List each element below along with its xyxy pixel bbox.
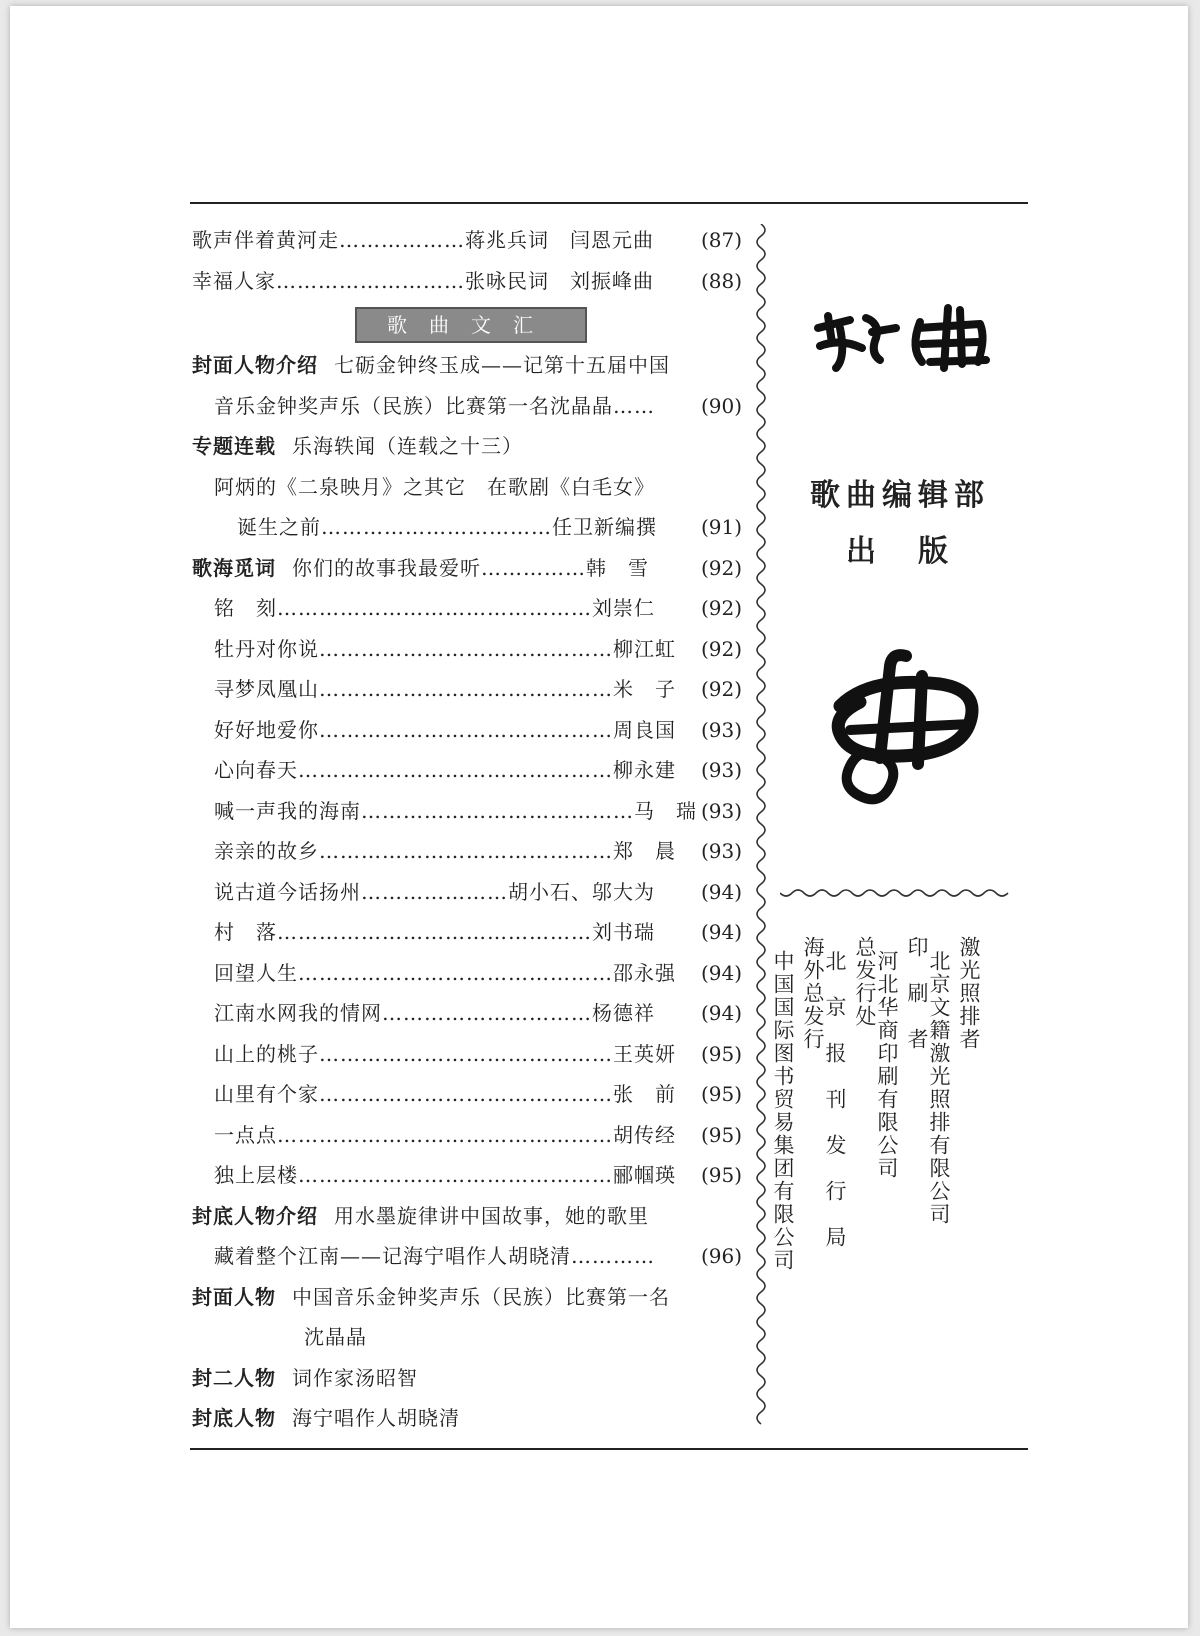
toc-row bbox=[192, 1155, 750, 1196]
toc-row bbox=[192, 1236, 750, 1277]
table-of-contents bbox=[192, 220, 750, 1439]
toc-row bbox=[192, 993, 750, 1034]
toc-row bbox=[192, 629, 750, 670]
toc-entry-text: 用水墨旋律讲中国故事，她的歌里 bbox=[334, 1203, 649, 1228]
toc-column-label: 封面人物介绍 bbox=[192, 353, 318, 377]
toc-row bbox=[192, 1277, 750, 1318]
toc-row bbox=[192, 548, 750, 589]
toc-page-number: (94) bbox=[700, 1001, 742, 1025]
toc-rows bbox=[192, 345, 750, 1439]
toc-entry-text: 山里有个家……………………………………张 前 bbox=[214, 1082, 676, 1106]
toc-column-label: 封底人物 bbox=[192, 1406, 276, 1430]
toc-row bbox=[192, 831, 750, 872]
toc-entry-text: 海宁唱作人胡晓清 bbox=[292, 1406, 460, 1430]
toc-entry-text: 牡丹对你说……………………………………柳江虹 bbox=[214, 636, 676, 661]
toc-entry-text: 一点点…………………………………………胡传经 bbox=[214, 1122, 676, 1147]
toc-column-label: 封底人物介绍 bbox=[192, 1203, 318, 1228]
wavy-divider-horizontal bbox=[780, 886, 1012, 900]
credit-overseas-distributor: 海外总发行 中国国际图书贸易集团有限公司 bbox=[771, 936, 825, 1272]
toc-column-label: 封二人物 bbox=[192, 1365, 276, 1390]
credit-distributor: 总发行处 北 京 报 刊 发 行 局 bbox=[823, 936, 877, 1249]
toc-entry-text: 幸福人家………………………张咏民词 刘振峰曲 bbox=[192, 268, 654, 293]
toc-page-number: (96) bbox=[700, 1244, 742, 1268]
credit-typesetter: 激光照排者 北京文籍激光照排有限公司 bbox=[927, 936, 981, 1226]
toc-page-number: (88) bbox=[700, 268, 742, 293]
toc-entry-text: 说古道今话扬州…………………胡小石、邬大为 bbox=[214, 879, 655, 904]
toc-row bbox=[192, 1034, 750, 1075]
toc-entry-text: 诞生之前……………………………任卫新编撰 bbox=[237, 515, 657, 539]
toc-page-number: (93) bbox=[700, 758, 742, 782]
music-emblem-icon bbox=[820, 646, 990, 816]
publisher-block bbox=[790, 468, 1010, 580]
toc-row bbox=[192, 1115, 750, 1156]
toc-entry-text: 你们的故事我最爱听……………韩 雪 bbox=[292, 555, 649, 580]
toc-entry-text: 心向春天………………………………………柳永建 bbox=[214, 758, 676, 782]
toc-row bbox=[192, 426, 750, 467]
toc-entry-text: 铭 刻………………………………………刘崇仁 bbox=[214, 596, 655, 620]
credit-printer: 印 刷 者 河北华商印刷有限公司 bbox=[875, 936, 929, 1180]
toc-entry-text: 回望人生………………………………………邵永强 bbox=[214, 960, 676, 985]
toc-row bbox=[192, 669, 750, 710]
toc-row bbox=[192, 1398, 750, 1439]
toc-page-number: (92) bbox=[700, 555, 742, 580]
section-title: 歌曲文汇 bbox=[355, 307, 587, 343]
toc-page-number: (92) bbox=[700, 677, 742, 701]
toc-page-number: (92) bbox=[700, 636, 742, 661]
toc-row bbox=[192, 1196, 750, 1237]
toc-page-number: (87) bbox=[700, 228, 742, 252]
toc-entry-text: 江南水网我的情网…………………………杨德祥 bbox=[214, 1001, 655, 1025]
toc-page-number: (93) bbox=[700, 798, 742, 823]
toc-row bbox=[192, 912, 750, 953]
publisher-publish: 出 版 bbox=[846, 534, 954, 569]
toc-entry-text: 七砺金钟终玉成——记第十五届中国 bbox=[334, 353, 670, 377]
toc-column-label: 封面人物 bbox=[192, 1284, 276, 1309]
top-rule bbox=[190, 202, 1028, 204]
toc-page-number: (95) bbox=[700, 1122, 742, 1147]
toc-entry-text: 独上层楼………………………………………郦帼瑛 bbox=[214, 1163, 676, 1187]
section-heading bbox=[192, 301, 750, 345]
toc-row bbox=[192, 710, 750, 751]
toc-page-number: (90) bbox=[700, 393, 742, 418]
toc-row bbox=[192, 507, 750, 548]
toc-entry-text: 喊一声我的海南…………………………………马 瑞 bbox=[214, 798, 697, 823]
toc-entry-text: 乐海轶闻（连载之十三） bbox=[292, 434, 523, 458]
toc-row bbox=[192, 220, 750, 261]
toc-page-number: (91) bbox=[700, 515, 742, 539]
toc-page-number: (94) bbox=[700, 960, 742, 985]
toc-entry-text: 阿炳的《二泉映月》之其它 在歌剧《白毛女》 bbox=[214, 474, 655, 499]
toc-row bbox=[192, 1358, 750, 1399]
toc-page-number: (94) bbox=[700, 920, 742, 944]
toc-entry-text: 藏着整个江南——记海宁唱作人胡晓清………… bbox=[214, 1244, 655, 1268]
toc-row bbox=[192, 261, 750, 302]
toc-entry-text: 好好地爱你……………………………………周良国 bbox=[214, 717, 676, 742]
toc-entry-text: 中国音乐金钟奖声乐（民族）比赛第一名 bbox=[292, 1284, 670, 1309]
toc-entry-text: 寻梦凤凰山……………………………………米 子 bbox=[214, 677, 676, 701]
toc-entry-text: 村 落………………………………………刘书瑞 bbox=[214, 920, 655, 944]
toc-page-number: (95) bbox=[700, 1041, 742, 1066]
toc-entry-text: 词作家汤昭智 bbox=[292, 1365, 418, 1390]
toc-row bbox=[192, 953, 750, 994]
toc-page-number: (95) bbox=[700, 1163, 742, 1187]
toc-row bbox=[192, 791, 750, 832]
bottom-rule bbox=[190, 1448, 1028, 1450]
toc-entry-text: 歌声伴着黄河走………………蒋兆兵词 闫恩元曲 bbox=[192, 228, 654, 252]
toc-entry-text: 沈晶晶 bbox=[304, 1325, 367, 1349]
toc-row bbox=[192, 386, 750, 427]
document-page bbox=[10, 6, 1188, 1628]
toc-row bbox=[192, 467, 750, 508]
toc-page-number: (93) bbox=[700, 839, 742, 863]
publication-credits bbox=[771, 936, 1000, 1406]
toc-row bbox=[192, 750, 750, 791]
toc-row bbox=[192, 1317, 750, 1358]
toc-column-label: 专题连载 bbox=[192, 434, 276, 458]
publisher-name: 歌曲编辑部 bbox=[810, 478, 990, 513]
toc-row bbox=[192, 1074, 750, 1115]
toc-column-label: 歌海觅词 bbox=[192, 555, 276, 580]
toc-page-number: (92) bbox=[700, 596, 742, 620]
toc-row bbox=[192, 872, 750, 913]
toc-page-number: (95) bbox=[700, 1082, 742, 1106]
toc-row bbox=[192, 588, 750, 629]
toc-entry-text: 亲亲的故乡……………………………………郑 晨 bbox=[214, 839, 676, 863]
logo-calligraphy bbox=[810, 298, 1010, 378]
toc-row bbox=[192, 345, 750, 386]
toc-page-number: (93) bbox=[700, 717, 742, 742]
toc-entry-text: 音乐金钟奖声乐（民族）比赛第一名沈晶晶…… bbox=[214, 393, 655, 418]
toc-page-number: (94) bbox=[700, 879, 742, 904]
toc-entry-text: 山上的桃子……………………………………王英妍 bbox=[214, 1041, 676, 1066]
